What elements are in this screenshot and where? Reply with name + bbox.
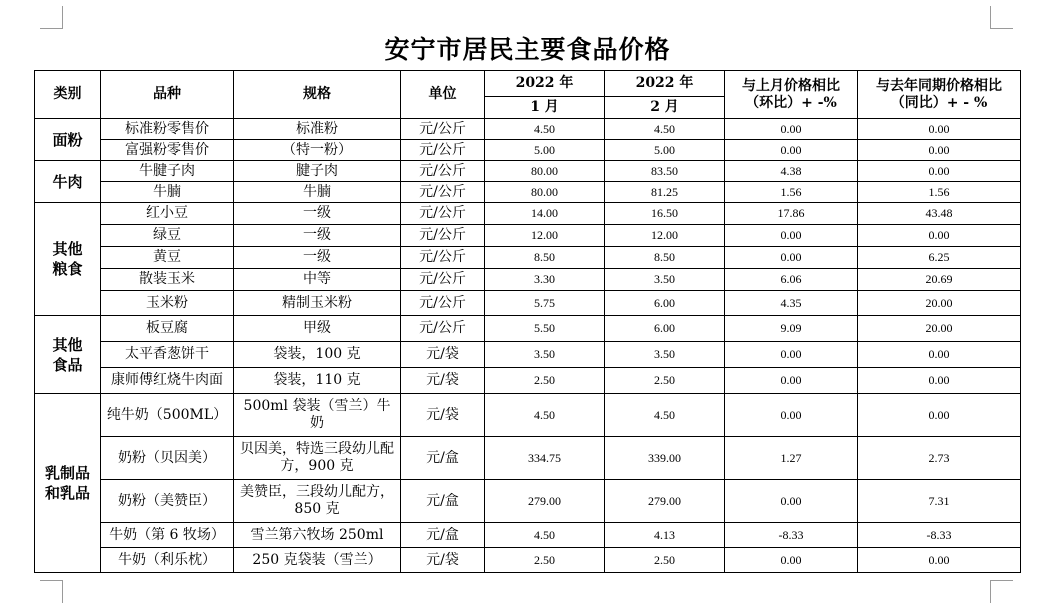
yoy-cell: 0.00 (858, 342, 1021, 368)
mom-cell: 0.00 (725, 394, 858, 437)
spec-cell: 腱子肉 (234, 161, 401, 182)
jan-price-cell: 4.50 (485, 523, 605, 548)
variety-cell: 康师傅红烧牛肉面 (101, 368, 234, 394)
spec-cell: 250 克袋装（雪兰） (234, 548, 401, 573)
mom-cell: 6.06 (725, 269, 858, 291)
yoy-cell: 7.31 (858, 480, 1021, 523)
spec-cell: 500ml 袋装（雪兰）牛奶 (234, 394, 401, 437)
table-row (35, 182, 1021, 203)
yoy-cell: 20.69 (858, 269, 1021, 291)
jan-price-cell: 5.50 (485, 316, 605, 342)
category-line: 粮食 (52, 260, 83, 278)
jan-price-cell: 334.75 (485, 437, 605, 480)
unit-cell: 元/公斤 (401, 119, 485, 140)
unit-cell: 元/盒 (401, 437, 485, 480)
variety-cell: 牛奶（利乐枕） (101, 548, 234, 573)
yoy-cell: 0.00 (858, 548, 1021, 573)
mom-cell: 0.00 (725, 480, 858, 523)
spec-cell: 中等 (234, 269, 401, 291)
category-line: 其他 (52, 240, 83, 258)
spec-cell: 贝因美，特选三段幼儿配方，900 克 (234, 437, 401, 480)
variety-cell: 黄豆 (101, 247, 234, 269)
variety-cell: 太平香葱饼干 (101, 342, 234, 368)
document-title: 安宁市居民主要食品价格 (384, 35, 671, 64)
variety-cell: 板豆腐 (101, 316, 234, 342)
header-feb-year: 2022 年 (605, 71, 725, 97)
table-row (35, 119, 1021, 140)
variety-cell: 散装玉米 (101, 269, 234, 291)
mom-cell: -8.33 (725, 523, 858, 548)
unit-cell: 元/公斤 (401, 247, 485, 269)
spec-cell: 雪兰第六牧场 250ml (234, 523, 401, 548)
header-row (35, 71, 1021, 97)
mom-cell: 1.56 (725, 182, 858, 203)
yoy-cell: 6.25 (858, 247, 1021, 269)
feb-price-cell: 2.50 (605, 548, 725, 573)
feb-price-cell: 5.00 (605, 140, 725, 161)
mom-cell: 0.00 (725, 119, 858, 140)
jan-price-cell: 80.00 (485, 161, 605, 182)
feb-price-cell: 279.00 (605, 480, 725, 523)
feb-price-cell: 4.50 (605, 394, 725, 437)
header-yoy (858, 71, 1021, 119)
header-spec: 规格 (234, 71, 401, 119)
yoy-cell: -8.33 (858, 523, 1021, 548)
feb-price-cell: 83.50 (605, 161, 725, 182)
table-row (35, 269, 1021, 291)
yoy-cell: 2.73 (858, 437, 1021, 480)
page-corner-mark (990, 580, 1013, 603)
header-mom-line2: （环比）+ -% (745, 94, 837, 111)
spec-cell: 美赞臣，三段幼儿配方，850 克 (234, 480, 401, 523)
jan-price-cell: 2.50 (485, 548, 605, 573)
table-row (35, 548, 1021, 573)
variety-cell: 玉米粉 (101, 291, 234, 316)
mom-cell: 4.38 (725, 161, 858, 182)
table-row (35, 480, 1021, 523)
spec-cell: 标准粉 (234, 119, 401, 140)
category-dairy (35, 394, 101, 573)
jan-price-cell: 8.50 (485, 247, 605, 269)
feb-price-cell: 3.50 (605, 269, 725, 291)
header-yoy-line1: 与去年同期价格相比 (876, 77, 1002, 94)
category-line: 乳制品 (44, 464, 90, 482)
spec-cell: 一级 (234, 225, 401, 247)
table-row (35, 368, 1021, 394)
header-feb-month: 2 月 (605, 97, 725, 119)
yoy-cell: 20.00 (858, 316, 1021, 342)
category-line: 其他 (52, 335, 83, 354)
unit-cell: 元/公斤 (401, 225, 485, 247)
table-row (35, 225, 1021, 247)
table-row (35, 291, 1021, 316)
yoy-cell: 0.00 (858, 140, 1021, 161)
spec-cell: 袋装，110 克 (234, 368, 401, 394)
mom-cell: 17.86 (725, 203, 858, 225)
spec-cell: 精制玉米粉 (234, 291, 401, 316)
variety-cell: 奶粉（美赞臣） (101, 480, 234, 523)
mom-cell: 0.00 (725, 368, 858, 394)
header-mom-line1: 与上月价格相比 (742, 77, 840, 94)
jan-price-cell: 5.00 (485, 140, 605, 161)
table-row (35, 140, 1021, 161)
unit-cell: 元/盒 (401, 480, 485, 523)
unit-cell: 元/公斤 (401, 316, 485, 342)
category-line: 和乳品 (44, 484, 90, 502)
header-yoy-line2: （同比）+ - % (890, 94, 988, 111)
yoy-cell: 43.48 (858, 203, 1021, 225)
feb-price-cell: 12.00 (605, 225, 725, 247)
category-other-grain (35, 203, 101, 316)
feb-price-cell: 16.50 (605, 203, 725, 225)
variety-cell: 纯牛奶（500ML） (101, 394, 234, 437)
yoy-cell: 0.00 (858, 368, 1021, 394)
mom-cell: 1.27 (725, 437, 858, 480)
variety-cell: 奶粉（贝因美） (101, 437, 234, 480)
feb-price-cell: 8.50 (605, 247, 725, 269)
category-flour: 面粉 (35, 119, 101, 161)
yoy-cell: 0.00 (858, 161, 1021, 182)
table-row (35, 342, 1021, 368)
variety-cell: 牛腩 (101, 182, 234, 203)
variety-cell: 富强粉零售价 (101, 140, 234, 161)
unit-cell: 元/公斤 (401, 182, 485, 203)
jan-price-cell: 3.30 (485, 269, 605, 291)
feb-price-cell: 6.00 (605, 316, 725, 342)
feb-price-cell: 3.50 (605, 342, 725, 368)
mom-cell: 4.35 (725, 291, 858, 316)
unit-cell: 元/公斤 (401, 203, 485, 225)
yoy-cell: 0.00 (858, 119, 1021, 140)
price-table (34, 70, 1021, 573)
page-corner-mark (40, 580, 63, 603)
yoy-cell: 0.00 (858, 225, 1021, 247)
table-row (35, 394, 1021, 437)
spec-cell: 一级 (234, 203, 401, 225)
unit-cell: 元/公斤 (401, 140, 485, 161)
jan-price-cell: 80.00 (485, 182, 605, 203)
variety-cell: 标准粉零售价 (101, 119, 234, 140)
table-row (35, 203, 1021, 225)
table-row (35, 161, 1021, 182)
spec-cell: 袋装，100 克 (234, 342, 401, 368)
mom-cell: 0.00 (725, 342, 858, 368)
mom-cell: 0.00 (725, 247, 858, 269)
unit-cell: 元/袋 (401, 368, 485, 394)
feb-price-cell: 4.13 (605, 523, 725, 548)
header-jan-year: 2022 年 (485, 71, 605, 97)
variety-cell: 牛奶（第 6 牧场） (101, 523, 234, 548)
table-row (35, 523, 1021, 548)
feb-price-cell: 4.50 (605, 119, 725, 140)
yoy-cell: 0.00 (858, 394, 1021, 437)
category-beef: 牛肉 (35, 161, 101, 203)
jan-price-cell: 5.75 (485, 291, 605, 316)
unit-cell: 元/公斤 (401, 161, 485, 182)
feb-price-cell: 81.25 (605, 182, 725, 203)
category-line: 食品 (52, 355, 83, 374)
page-corner-mark (40, 6, 63, 29)
unit-cell: 元/袋 (401, 342, 485, 368)
jan-price-cell: 4.50 (485, 394, 605, 437)
jan-price-cell: 4.50 (485, 119, 605, 140)
unit-cell: 元/公斤 (401, 269, 485, 291)
variety-cell: 牛腱子肉 (101, 161, 234, 182)
header-mom (725, 71, 858, 119)
table-row (35, 247, 1021, 269)
spec-cell: 甲级 (234, 316, 401, 342)
unit-cell: 元/公斤 (401, 291, 485, 316)
jan-price-cell: 279.00 (485, 480, 605, 523)
header-jan-month: 1 月 (485, 97, 605, 119)
spec-cell: 一级 (234, 247, 401, 269)
feb-price-cell: 6.00 (605, 291, 725, 316)
unit-cell: 元/袋 (401, 548, 485, 573)
table-row (35, 437, 1021, 480)
jan-price-cell: 2.50 (485, 368, 605, 394)
jan-price-cell: 12.00 (485, 225, 605, 247)
yoy-cell: 20.00 (858, 291, 1021, 316)
header-category: 类别 (35, 71, 101, 119)
table-row (35, 316, 1021, 342)
mom-cell: 9.09 (725, 316, 858, 342)
unit-cell: 元/盒 (401, 523, 485, 548)
feb-price-cell: 2.50 (605, 368, 725, 394)
spec-cell: 牛腩 (234, 182, 401, 203)
mom-cell: 0.00 (725, 140, 858, 161)
mom-cell: 0.00 (725, 548, 858, 573)
jan-price-cell: 3.50 (485, 342, 605, 368)
feb-price-cell: 339.00 (605, 437, 725, 480)
header-variety: 品种 (101, 71, 234, 119)
spec-cell: （特一粉） (234, 140, 401, 161)
page-corner-mark (990, 6, 1013, 29)
category-other-food (35, 316, 101, 394)
yoy-cell: 1.56 (858, 182, 1021, 203)
unit-cell: 元/袋 (401, 394, 485, 437)
variety-cell: 绿豆 (101, 225, 234, 247)
header-unit: 单位 (401, 71, 485, 119)
mom-cell: 0.00 (725, 225, 858, 247)
jan-price-cell: 14.00 (485, 203, 605, 225)
variety-cell: 红小豆 (101, 203, 234, 225)
